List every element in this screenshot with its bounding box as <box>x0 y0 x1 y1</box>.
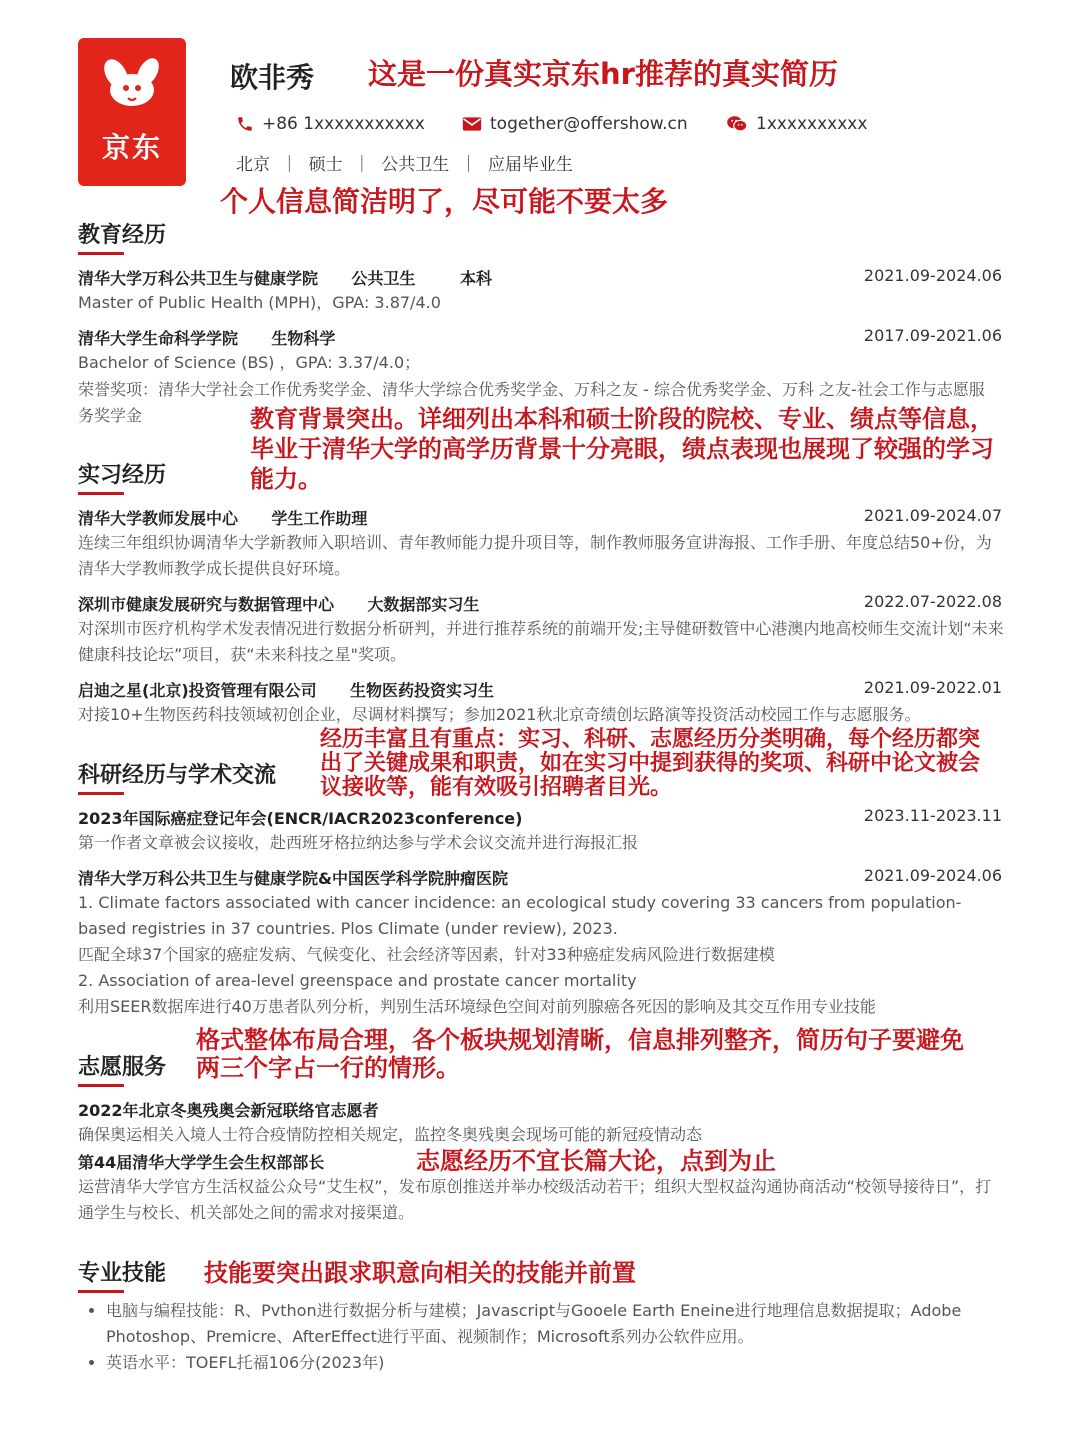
phone-number: +86 1xxxxxxxxxxx <box>262 114 425 134</box>
volunteer-underline <box>78 1084 124 1087</box>
skill-item: • 英语水平：TOEFL托福106分(2023年) <box>106 1350 1026 1376</box>
phone-contact <box>236 114 425 134</box>
mail-icon <box>462 116 482 132</box>
skills-list <box>78 1298 1026 1376</box>
email-contact <box>462 114 688 134</box>
education-item-title: 清华大学生命科学学院 生物科学 <box>78 329 336 348</box>
volunteer-section-title: 志愿服务 <box>78 1055 167 1080</box>
education-honors: 荣誉奖项：清华大学社会工作优秀奖学金、清华大学综合优秀奖学金、万科之友 - 综合优秀奖学金、万科 之友-社会工作与志愿服务奖学金 <box>78 380 985 425</box>
research-item-date: 2021.09-2024.06 <box>863 866 1002 885</box>
volunteer-item-line: 确保奥运相关入境人士符合疫情防控相关规定，监控冬奥残奥会现场可能的新冠疫情动态 <box>78 1125 703 1144</box>
wechat-icon <box>726 115 748 133</box>
internship-item-title: 启迪之星(北京)投资管理有限公司 生物医药投资实习生 <box>78 681 495 700</box>
layout-annotation: 格式整体布局合理，各个板块规划清晰，信息排列整齐，简历句子要避免两三个字占一行的情形。 <box>196 1026 964 1082</box>
info-annotation: 个人信息简洁明了，尽可能不要太多 <box>220 185 669 218</box>
education-item-date: 2017.09-2021.06 <box>863 326 1002 345</box>
education-item-line: Master of Public Health (MPH)，GPA: 3.87/4.0 <box>78 293 441 312</box>
education-item-date: 2021.09-2024.06 <box>863 266 1002 285</box>
company-logo <box>78 38 186 186</box>
research-paper-2-desc: 利用SEER数据库进行40万患者队列分析，判别生活环境绿色空间对前列腺癌各死因的影响及其交互作用专业技能 <box>78 997 876 1016</box>
volunteer-annotation: 志愿经历不宜长篇大论，点到为止 <box>416 1147 776 1175</box>
internship-section-title: 实习经历 <box>78 463 167 488</box>
internship-item-date: 2021.09-2022.01 <box>863 678 1002 697</box>
research-paper-2: 2. Association of area-level greenspace and prostate cancer mortality <box>78 971 637 990</box>
internship-underline <box>78 492 124 495</box>
wechat-contact <box>726 114 867 134</box>
research-item-title: 2023年国际癌症登记年会(ENCR/IACR2023conference) <box>78 809 523 828</box>
education-item-line: Bachelor of Science (BS) ，GPA: 3.37/4.0； <box>78 353 421 372</box>
research-paper-1-desc: 匹配全球37个国家的癌症发病、气候变化、社会经济等因素，针对33种癌症发病风险进行数据建模 <box>78 945 775 964</box>
internship-item-date: 2022.07-2022.08 <box>863 592 1002 611</box>
headline-annotation: 这是一份真实京东hr推荐的真实简历 <box>368 57 838 91</box>
internship-item-title: 清华大学教师发展中心 学生工作助理 <box>78 509 368 528</box>
research-section-title: 科研经历与学术交流 <box>78 763 277 788</box>
research-item-date: 2023.11-2023.11 <box>863 806 1002 825</box>
education-underline <box>78 252 124 255</box>
volunteer-item-line: 运营清华大学官方生活权益公众号“艾生权”，发布原创推送并举办校级活动若干；组织大型权益沟通协商活动“校领导接待日”，打通学生与校长、机关部处之间的需求对接渠道。 <box>78 1177 992 1222</box>
candidate-name: 欧非秀 <box>230 61 315 94</box>
education-item-title: 清华大学万科公共卫生与健康学院 公共卫生 本科 <box>78 269 492 288</box>
internship-annotation: 经历丰富且有重点：实习、科研、志愿经历分类明确，每个经历都突出了关键成果和职责，如在实习中提到获得的奖项、科研中论文被会议接收等，能有效吸引招聘者目光。 <box>320 727 981 800</box>
phone-icon <box>236 115 254 133</box>
research-paper-1: 1. Climate factors associated with cancer incidence: an ecological study covering 33 cancers from population-based registries in 37 countries. Plos Climate (under review), 2023. <box>78 893 962 938</box>
internship-item-line: 连续三年组织协调清华大学新教师入职培训、青年教师能力提升项目等，制作教师服务宣讲海报、工作手册、年度总结50+份，为清华大学教师教学成长提供良好环境。 <box>78 533 992 578</box>
research-item-line: 第一作者文章被会议接收，赴西班牙格拉纳达参与学术会议交流并进行海报汇报 <box>78 833 639 852</box>
skills-annotation: 技能要突出跟求职意向相关的技能并前置 <box>204 1259 636 1287</box>
internship-item-title: 深圳市健康发展研究与数据管理中心 大数据部实习生 <box>78 595 480 614</box>
email-address: together@offershow.cn <box>490 114 688 134</box>
internship-item-line: 对深圳市医疗机构学术发表情况进行数据分析研判，并进行推荐系统的前端开发;主导健研数管中心港澳内地高校师生交流计划“未来健康科技论坛”项目，获“未来科技之星"奖项。 <box>78 619 1004 664</box>
skills-section-title: 专业技能 <box>78 1261 167 1286</box>
wechat-id: 1xxxxxxxxxx <box>756 114 868 134</box>
education-section-title: 教育经历 <box>78 223 167 248</box>
internship-item-date: 2021.09-2024.07 <box>863 506 1002 525</box>
volunteer-item-title: 2022年北京冬奥残奥会新冠联络官志愿者 <box>78 1101 379 1120</box>
research-underline <box>78 792 124 795</box>
skill-item: • 电脑与编程技能：R、Pvthon进行数据分析与建模；Javascript与Gooele Earth Eneine进行地理信息数据提取；Adobe Photoshop、Premicre、AfterEffect进行平面、视频制作；Microsoft系列办公软件应用。 <box>106 1298 1026 1350</box>
logo-text: 京东 <box>101 131 162 164</box>
research-item-title: 清华大学万科公共卫生与健康学院&中国医学科学院肿瘤医院 <box>78 869 508 888</box>
volunteer-item-title: 第44届清华大学学生会生权部部长 <box>78 1153 325 1172</box>
basic-info: 北京 ｜ 硕士 ｜ 公共卫生 ｜ 应届毕业生 <box>236 155 573 175</box>
education-annotation: 教育背景突出。详细列出本科和硕士阶段的院校、专业、绩点等信息，毕业于清华大学的高学历背景十分亮眼，绩点表现也展现了较强的学习能力。 <box>250 405 994 493</box>
skills-underline <box>78 1290 124 1293</box>
jd-dog-logo-icon <box>78 38 186 128</box>
internship-item-line: 对接10+生物医药科技领域初创企业，尽调材料撰写；参加2021秋北京奇绩创坛路演等投资活动校园工作与志愿服务。 <box>78 705 921 724</box>
